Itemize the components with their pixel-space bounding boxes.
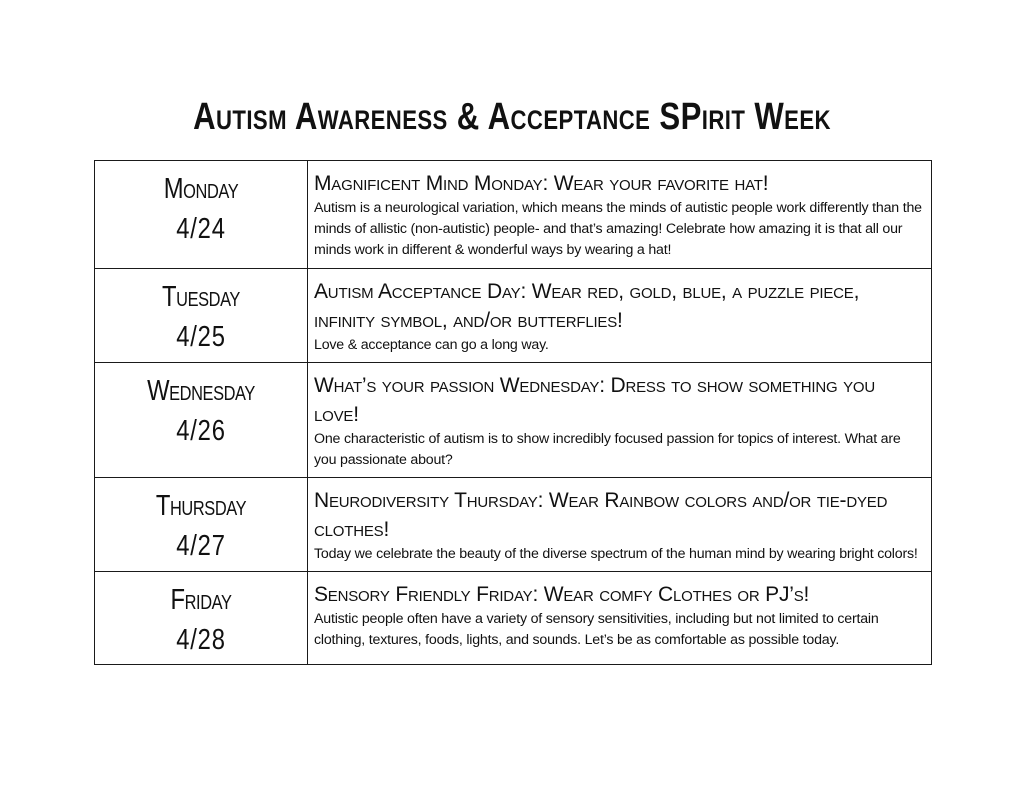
day-cell [95, 363, 308, 478]
day-cell [95, 269, 308, 363]
table-row [95, 269, 932, 363]
day-description: Autistic people often have a variety of sensory sensitivities, including but not limited to certain clothing, textures, foods, lights, and sounds. Let’s be as comfortable as possible today. [314, 611, 879, 648]
table-row [95, 478, 932, 572]
day-description: One characteristic of autism is to show incredibly focused passion for topics of interest. What are you passionate about? [314, 431, 901, 468]
table-row [95, 363, 932, 478]
description-cell [308, 363, 932, 478]
day-theme: Sensory Friendly Friday: Wear comfy Clothes or PJ’s! [314, 583, 810, 606]
day-date: 4/26 [176, 415, 226, 447]
day-theme: Magnificent Mind Monday: Wear your favorite hat! [314, 172, 769, 195]
day-name: Wednesday [147, 375, 255, 407]
day-description: Autism is a neurological variation, which means the minds of autistic people work differently than the minds of allistic (non-autistic) people- and that’s amazing! Celebrate how amazing it is that all our minds work in different & wonderful ways by wearing a hat! [314, 200, 922, 258]
day-cell [95, 478, 308, 572]
description-cell [308, 269, 932, 363]
day-theme: What’s your passion Wednesday: Dress to show something you love! [314, 374, 876, 426]
day-cell [95, 161, 308, 269]
page-title: Autism Awareness & Acceptance SPirit Week [193, 96, 831, 138]
day-description: Love & acceptance can go a long way. [314, 337, 549, 353]
day-name: Thursday [155, 490, 247, 522]
table-row [95, 572, 932, 665]
day-cell [95, 572, 308, 665]
day-date: 4/27 [176, 530, 226, 562]
day-date: 4/28 [176, 624, 226, 656]
description-cell [308, 478, 932, 572]
description-cell [308, 572, 932, 665]
day-name: Friday [170, 584, 232, 616]
day-date: 4/24 [176, 213, 226, 245]
day-date: 4/25 [176, 321, 226, 353]
table-row [95, 161, 932, 269]
day-theme: Neurodiversity Thursday: Wear Rainbow colors and/or tie-dyed clothes! [314, 489, 888, 541]
day-name: Tuesday [162, 281, 240, 313]
day-description: Today we celebrate the beauty of the diverse spectrum of the human mind by wearing bright colors! [314, 546, 918, 562]
day-theme: Autism Acceptance Day: Wear red, gold, blue, a puzzle piece, infinity symbol, and/or butterflies! [314, 280, 860, 332]
spirit-week-table [94, 160, 932, 665]
description-cell [308, 161, 932, 269]
day-name: Monday [163, 173, 239, 205]
